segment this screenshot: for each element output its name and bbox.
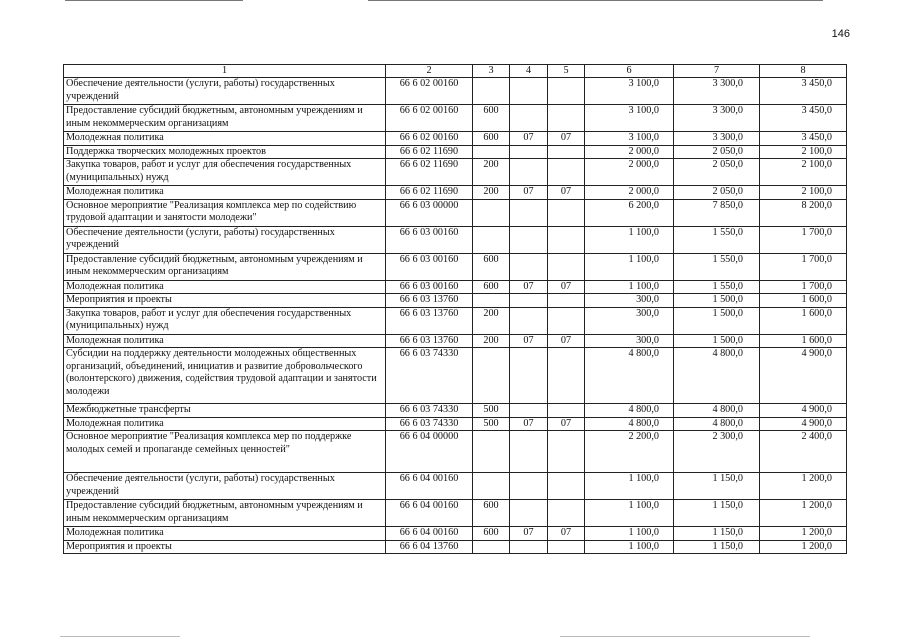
row-section-cell: 07 (510, 132, 548, 146)
header-col-5: 5 (548, 65, 585, 78)
row-expense-type-cell: 600 (473, 280, 510, 294)
row-expense-type-cell: 600 (473, 500, 510, 527)
row-code-cell: 66 6 02 11690 (386, 145, 473, 159)
row-section-cell (510, 404, 548, 418)
row-value-col7-cell: 1 150,0 (674, 473, 760, 500)
row-section-cell: 07 (510, 417, 548, 431)
row-value-col8-cell: 3 450,0 (760, 105, 847, 132)
header-col-7: 7 (674, 65, 760, 78)
row-name-cell: Закупка товаров, работ и услуг для обеспечения государственных (муниципальных) нужд (64, 307, 386, 334)
row-section-cell (510, 105, 548, 132)
row-expense-type-cell: 600 (473, 105, 510, 132)
row-code-cell: 66 6 03 13760 (386, 307, 473, 334)
table-row (64, 78, 847, 105)
scan-edge-bottom-left (60, 636, 180, 637)
row-value-col6-cell: 300,0 (585, 334, 674, 348)
row-subsection-cell (548, 78, 585, 105)
table-row (64, 500, 847, 527)
row-expense-type-cell: 600 (473, 253, 510, 280)
header-col-1: 1 (64, 65, 386, 78)
row-expense-type-cell: 500 (473, 404, 510, 418)
row-value-col6-cell: 1 100,0 (585, 253, 674, 280)
row-value-col8-cell: 1 200,0 (760, 527, 847, 541)
scan-edge-top-right (368, 0, 823, 1)
row-value-col6-cell: 4 800,0 (585, 348, 674, 404)
row-value-col7-cell: 2 300,0 (674, 431, 760, 473)
row-section-cell (510, 307, 548, 334)
table-row (64, 294, 847, 308)
row-value-col8-cell: 2 100,0 (760, 145, 847, 159)
row-value-col7-cell: 1 500,0 (674, 334, 760, 348)
table-row (64, 307, 847, 334)
row-code-cell: 66 6 03 74330 (386, 404, 473, 418)
row-value-col7-cell: 1 150,0 (674, 500, 760, 527)
row-section-cell (510, 226, 548, 253)
row-name-cell: Межбюджетные трансферты (64, 404, 386, 418)
row-value-col8-cell: 1 700,0 (760, 253, 847, 280)
row-code-cell: 66 6 03 00000 (386, 199, 473, 226)
row-subsection-cell (548, 307, 585, 334)
table-row (64, 159, 847, 186)
row-subsection-cell (548, 105, 585, 132)
table-row (64, 226, 847, 253)
table-row (64, 473, 847, 500)
scan-edge-top-left (65, 0, 243, 1)
row-value-col6-cell: 2 000,0 (585, 186, 674, 200)
row-value-col7-cell: 1 150,0 (674, 527, 760, 541)
row-name-cell: Молодежная политика (64, 417, 386, 431)
row-value-col8-cell: 1 200,0 (760, 500, 847, 527)
row-value-col6-cell: 3 100,0 (585, 78, 674, 105)
row-value-col8-cell: 4 900,0 (760, 348, 847, 404)
row-section-cell (510, 473, 548, 500)
row-code-cell: 66 6 02 11690 (386, 159, 473, 186)
row-code-cell: 66 6 02 11690 (386, 186, 473, 200)
table-row (64, 105, 847, 132)
row-value-col7-cell: 1 550,0 (674, 280, 760, 294)
row-section-cell (510, 253, 548, 280)
budget-table (63, 64, 847, 554)
row-value-col7-cell: 4 800,0 (674, 348, 760, 404)
row-value-col7-cell: 2 050,0 (674, 186, 760, 200)
row-subsection-cell (548, 145, 585, 159)
row-subsection-cell (548, 473, 585, 500)
table-row (64, 253, 847, 280)
table-row (64, 132, 847, 146)
row-value-col6-cell: 4 800,0 (585, 417, 674, 431)
header-col-6: 6 (585, 65, 674, 78)
row-name-cell: Мероприятия и проекты (64, 294, 386, 308)
row-expense-type-cell (473, 145, 510, 159)
row-expense-type-cell: 200 (473, 159, 510, 186)
row-value-col8-cell: 1 600,0 (760, 334, 847, 348)
row-value-col6-cell: 300,0 (585, 307, 674, 334)
row-value-col8-cell: 4 900,0 (760, 417, 847, 431)
row-section-cell (510, 145, 548, 159)
row-value-col6-cell: 3 100,0 (585, 132, 674, 146)
table-header-row (64, 65, 847, 78)
table-row (64, 334, 847, 348)
row-subsection-cell (548, 431, 585, 473)
row-value-col8-cell: 1 600,0 (760, 294, 847, 308)
row-section-cell (510, 159, 548, 186)
header-col-3: 3 (473, 65, 510, 78)
row-subsection-cell: 07 (548, 132, 585, 146)
row-expense-type-cell (473, 199, 510, 226)
row-subsection-cell (548, 348, 585, 404)
row-expense-type-cell (473, 431, 510, 473)
row-name-cell: Поддержка творческих молодежных проектов (64, 145, 386, 159)
row-subsection-cell (548, 404, 585, 418)
row-expense-type-cell (473, 294, 510, 308)
row-section-cell (510, 500, 548, 527)
row-section-cell (510, 199, 548, 226)
row-value-col6-cell: 1 100,0 (585, 527, 674, 541)
row-value-col7-cell: 3 300,0 (674, 132, 760, 146)
row-code-cell: 66 6 03 74330 (386, 417, 473, 431)
table-row (64, 540, 847, 554)
row-subsection-cell (548, 500, 585, 527)
row-subsection-cell: 07 (548, 280, 585, 294)
row-section-cell (510, 540, 548, 554)
table-row (64, 145, 847, 159)
row-expense-type-cell (473, 540, 510, 554)
row-code-cell: 66 6 02 00160 (386, 105, 473, 132)
row-code-cell: 66 6 03 74330 (386, 348, 473, 404)
row-section-cell (510, 348, 548, 404)
row-value-col8-cell: 1 700,0 (760, 226, 847, 253)
row-value-col8-cell: 4 900,0 (760, 404, 847, 418)
row-value-col8-cell: 1 200,0 (760, 540, 847, 554)
table-row (64, 527, 847, 541)
row-value-col7-cell: 1 500,0 (674, 294, 760, 308)
row-subsection-cell: 07 (548, 186, 585, 200)
row-name-cell: Предоставление субсидий бюджетным, автономным учреждениям и иным некоммерческим организациям (64, 500, 386, 527)
row-name-cell: Обеспечение деятельности (услуги, работы) государственных учреждений (64, 473, 386, 500)
row-value-col7-cell: 2 050,0 (674, 159, 760, 186)
row-code-cell: 66 6 03 00160 (386, 226, 473, 253)
row-value-col7-cell: 4 800,0 (674, 404, 760, 418)
row-value-col6-cell: 6 200,0 (585, 199, 674, 226)
row-code-cell: 66 6 03 00160 (386, 280, 473, 294)
scan-edge-bottom-right (560, 636, 810, 637)
row-code-cell: 66 6 03 13760 (386, 334, 473, 348)
row-code-cell: 66 6 03 13760 (386, 294, 473, 308)
row-value-col6-cell: 1 100,0 (585, 473, 674, 500)
row-name-cell: Мероприятия и проекты (64, 540, 386, 554)
row-expense-type-cell: 200 (473, 186, 510, 200)
table-row (64, 280, 847, 294)
row-value-col6-cell: 300,0 (585, 294, 674, 308)
table-row (64, 431, 847, 473)
row-value-col8-cell: 3 450,0 (760, 132, 847, 146)
row-code-cell: 66 6 04 00160 (386, 500, 473, 527)
row-subsection-cell (548, 226, 585, 253)
row-value-col7-cell: 2 050,0 (674, 145, 760, 159)
row-code-cell: 66 6 04 00000 (386, 431, 473, 473)
row-expense-type-cell: 200 (473, 307, 510, 334)
row-expense-type-cell (473, 78, 510, 105)
row-value-col6-cell: 4 800,0 (585, 404, 674, 418)
row-value-col6-cell: 1 100,0 (585, 500, 674, 527)
row-value-col6-cell: 1 100,0 (585, 540, 674, 554)
table-row (64, 348, 847, 404)
row-code-cell: 66 6 02 00160 (386, 132, 473, 146)
row-value-col8-cell: 8 200,0 (760, 199, 847, 226)
row-value-col6-cell: 3 100,0 (585, 105, 674, 132)
row-subsection-cell: 07 (548, 527, 585, 541)
row-expense-type-cell (473, 473, 510, 500)
row-name-cell: Обеспечение деятельности (услуги, работы) государственных учреждений (64, 226, 386, 253)
row-value-col6-cell: 1 100,0 (585, 280, 674, 294)
row-name-cell: Молодежная политика (64, 334, 386, 348)
row-name-cell: Предоставление субсидий бюджетным, автономным учреждениям и иным некоммерческим организациям (64, 253, 386, 280)
row-expense-type-cell: 200 (473, 334, 510, 348)
header-col-8: 8 (760, 65, 847, 78)
row-section-cell: 07 (510, 334, 548, 348)
row-value-col6-cell: 1 100,0 (585, 226, 674, 253)
row-value-col7-cell: 3 300,0 (674, 105, 760, 132)
row-value-col8-cell: 2 100,0 (760, 186, 847, 200)
row-value-col7-cell: 1 550,0 (674, 253, 760, 280)
table-row (64, 404, 847, 418)
row-value-col8-cell: 1 700,0 (760, 280, 847, 294)
page-number: 146 (831, 28, 850, 40)
row-value-col7-cell: 4 800,0 (674, 417, 760, 431)
row-code-cell: 66 6 04 00160 (386, 473, 473, 500)
row-subsection-cell (548, 253, 585, 280)
row-value-col8-cell: 3 450,0 (760, 78, 847, 105)
row-subsection-cell: 07 (548, 334, 585, 348)
row-name-cell: Основное мероприятие "Реализация комплекса мер по поддержке молодых семей и пропаганде семейных ценностей" (64, 431, 386, 473)
row-expense-type-cell: 500 (473, 417, 510, 431)
header-col-4: 4 (510, 65, 548, 78)
row-name-cell: Закупка товаров, работ и услуг для обеспечения государственных (муниципальных) нужд (64, 159, 386, 186)
row-value-col8-cell: 1 200,0 (760, 473, 847, 500)
row-value-col6-cell: 2 000,0 (585, 159, 674, 186)
row-name-cell: Молодежная политика (64, 527, 386, 541)
row-name-cell: Обеспечение деятельности (услуги, работы) государственных учреждений (64, 78, 386, 105)
row-subsection-cell (548, 540, 585, 554)
row-value-col7-cell: 1 500,0 (674, 307, 760, 334)
row-code-cell: 66 6 03 00160 (386, 253, 473, 280)
row-subsection-cell (548, 294, 585, 308)
row-value-col7-cell: 1 550,0 (674, 226, 760, 253)
row-value-col6-cell: 2 000,0 (585, 145, 674, 159)
row-name-cell: Предоставление субсидий бюджетным, автономным учреждениям и иным некоммерческим организациям (64, 105, 386, 132)
row-subsection-cell (548, 199, 585, 226)
row-section-cell: 07 (510, 280, 548, 294)
row-expense-type-cell (473, 226, 510, 253)
row-value-col7-cell: 1 150,0 (674, 540, 760, 554)
row-name-cell: Молодежная политика (64, 186, 386, 200)
row-name-cell: Молодежная политика (64, 132, 386, 146)
row-value-col7-cell: 3 300,0 (674, 78, 760, 105)
table-row (64, 417, 847, 431)
row-value-col8-cell: 2 100,0 (760, 159, 847, 186)
row-section-cell (510, 431, 548, 473)
header-col-2: 2 (386, 65, 473, 78)
row-section-cell: 07 (510, 186, 548, 200)
row-expense-type-cell: 600 (473, 527, 510, 541)
row-code-cell: 66 6 02 00160 (386, 78, 473, 105)
row-value-col8-cell: 2 400,0 (760, 431, 847, 473)
row-name-cell: Молодежная политика (64, 280, 386, 294)
row-code-cell: 66 6 04 00160 (386, 527, 473, 541)
row-value-col7-cell: 7 850,0 (674, 199, 760, 226)
row-section-cell (510, 294, 548, 308)
row-section-cell: 07 (510, 527, 548, 541)
row-name-cell: Субсидии на поддержку деятельности молодежных общественных организаций, объединений, инициатив и развитие добровольческого (волонтерского) движения, содействия трудовой адаптации и занятости молодежи (64, 348, 386, 404)
table-row (64, 186, 847, 200)
row-subsection-cell (548, 159, 585, 186)
row-code-cell: 66 6 04 13760 (386, 540, 473, 554)
row-value-col6-cell: 2 200,0 (585, 431, 674, 473)
row-subsection-cell: 07 (548, 417, 585, 431)
row-section-cell (510, 78, 548, 105)
row-expense-type-cell: 600 (473, 132, 510, 146)
table-row (64, 199, 847, 226)
row-expense-type-cell (473, 348, 510, 404)
row-name-cell: Основное мероприятие "Реализация комплекса мер по содействию трудовой адаптации и занятости молодежи" (64, 199, 386, 226)
row-value-col8-cell: 1 600,0 (760, 307, 847, 334)
